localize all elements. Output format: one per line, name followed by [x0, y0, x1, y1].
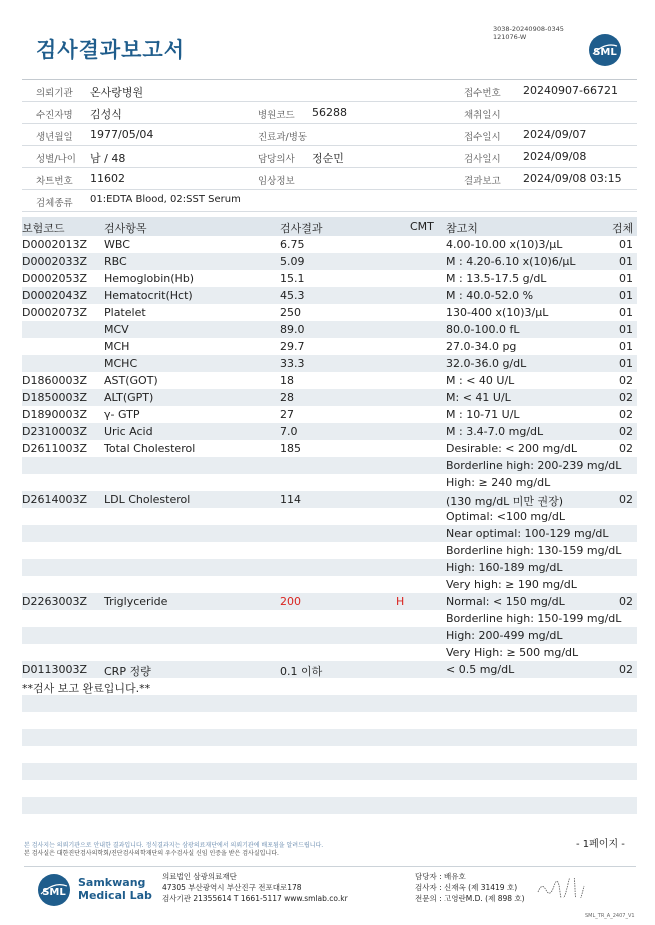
cell-specimen: 01	[619, 238, 633, 251]
sex-age-label: 성별/나이	[36, 154, 76, 165]
cell-insurance-code: D0113003Z	[22, 663, 87, 676]
cell-specimen: 01	[619, 306, 633, 319]
report-label: 결과보고	[464, 176, 501, 187]
info-row	[22, 146, 637, 168]
sml-logo-text: SML	[593, 47, 617, 58]
cell-test-item: ALT(GPT)	[104, 391, 154, 404]
cell-specimen: 02	[619, 408, 633, 421]
test-date-value: 2024/09/08	[523, 150, 587, 163]
cell-reference: 130-400 x(10)3/μL	[446, 306, 549, 319]
sml-footer-logo-text: SML	[42, 887, 66, 898]
table-row	[22, 389, 637, 406]
page-title: 검사결과보고서	[36, 38, 186, 62]
table-row	[22, 338, 637, 355]
table-row	[22, 372, 637, 389]
cell-result: 45.3	[280, 289, 305, 302]
cell-specimen: 02	[619, 442, 633, 455]
birth-label: 생년월일	[36, 132, 73, 143]
sml-logo-icon	[588, 33, 622, 67]
table-row	[22, 576, 637, 593]
cell-reference: M : 13.5-17.5 g/dL	[446, 272, 547, 285]
receipt-no-value: 20240907-66721	[523, 84, 618, 97]
info-row	[22, 124, 637, 146]
signature-icon	[535, 878, 605, 898]
header-cmt: CMT	[410, 220, 434, 233]
cell-specimen: 02	[619, 391, 633, 404]
table-row	[22, 593, 637, 610]
staff-line2: 검사자 : 신재옥 (제 31419 호)	[415, 883, 518, 892]
cell-insurance-code: D1850003Z	[22, 391, 87, 404]
table-row	[22, 525, 637, 542]
cell-insurance-code: **검사 보고 완료입니다.**	[22, 682, 151, 695]
cell-reference: Near optimal: 100-129 mg/dL	[446, 527, 609, 540]
org-address	[162, 871, 348, 904]
table-row	[22, 746, 637, 763]
header-reference: 참고치	[446, 222, 478, 235]
cell-specimen: 01	[619, 289, 633, 302]
table-row	[22, 678, 637, 695]
cell-insurance-code: D0002013Z	[22, 238, 87, 251]
specimen-value: 01:EDTA Blood, 02:SST Serum	[90, 194, 241, 205]
cell-test-item: MCH	[104, 340, 130, 353]
hospital-value: 온사랑병원	[90, 86, 144, 99]
doctor-value: 정순민	[312, 152, 344, 165]
info-row	[22, 190, 637, 212]
cell-test-item: MCHC	[104, 357, 138, 370]
org-name	[78, 876, 152, 902]
table-row	[22, 440, 637, 457]
cell-reference: Optimal: <100 mg/dL	[446, 510, 565, 523]
receipt-no-label: 접수번호	[464, 88, 501, 99]
cell-test-item: Hemoglobin(Hb)	[104, 272, 195, 285]
cell-reference: 32.0-36.0 g/dL	[446, 357, 527, 370]
doctor-label: 담당의사	[258, 154, 295, 165]
cell-reference: Very High: ≥ 500 mg/dL	[446, 646, 579, 659]
report-code	[493, 25, 564, 41]
table-row	[22, 644, 637, 661]
specimen-label: 검체종류	[36, 198, 73, 209]
cell-result: 5.09	[280, 255, 305, 268]
cell-reference: M : 4.20-6.10 x(10)6/μL	[446, 255, 576, 268]
cell-insurance-code: D0002043Z	[22, 289, 87, 302]
cell-result: 28	[280, 391, 294, 404]
cell-insurance-code: D1860003Z	[22, 374, 87, 387]
cell-specimen: 02	[619, 493, 633, 506]
cell-test-item: WBC	[104, 238, 130, 251]
table-row	[22, 559, 637, 576]
info-row	[22, 79, 637, 102]
cell-reference: 4.00-10.00 x(10)3/μL	[446, 238, 563, 251]
cell-result: 200	[280, 595, 301, 608]
sml-footer-logo-icon	[34, 873, 74, 907]
cell-specimen: 01	[619, 357, 633, 370]
cell-test-item: Uric Acid	[104, 425, 153, 438]
cell-result: 33.3	[280, 357, 305, 370]
chart-no-label: 차트번호	[36, 176, 73, 187]
header-result: 검사결과	[280, 222, 323, 235]
staff-line1: 담당자 : 배유호	[415, 872, 466, 881]
document-id: SML_TR_A_2407_V1	[585, 913, 635, 919]
info-row	[22, 168, 637, 190]
table-row	[22, 321, 637, 338]
table-row	[22, 508, 637, 525]
clinical-label: 임상정보	[258, 176, 295, 187]
cell-insurance-code: D0002073Z	[22, 306, 87, 319]
cell-test-item: LDL Cholesterol	[104, 493, 191, 506]
cell-result: 29.7	[280, 340, 305, 353]
cell-test-item: CRP 정량	[104, 665, 151, 678]
footer-notes	[24, 842, 444, 858]
page-number: - 1페이지 -	[576, 839, 625, 850]
cell-result: 15.1	[280, 272, 305, 285]
cell-result: 114	[280, 493, 301, 506]
cell-reference: High: 200-499 mg/dL	[446, 629, 563, 642]
results-table	[22, 217, 637, 831]
cell-result: 7.0	[280, 425, 298, 438]
cell-reference: (130 mg/dL 미만 권장)	[446, 495, 564, 508]
cell-reference: < 0.5 mg/dL	[446, 663, 515, 676]
cell-insurance-code: D2263003Z	[22, 595, 87, 608]
cell-reference: 27.0-34.0 pg	[446, 340, 517, 353]
table-row	[22, 304, 637, 321]
cell-reference: Normal: < 150 mg/dL	[446, 595, 565, 608]
cell-cmt: H	[396, 595, 405, 608]
cell-test-item: Triglyceride	[104, 595, 168, 608]
cell-result: 185	[280, 442, 301, 455]
cell-result: 6.75	[280, 238, 305, 251]
cell-insurance-code: D2614003Z	[22, 493, 87, 506]
cell-specimen: 02	[619, 425, 633, 438]
cell-test-item: Total Cholesterol	[104, 442, 196, 455]
patient-info	[22, 79, 637, 212]
table-row	[22, 712, 637, 729]
cell-test-item: γ- GTP	[104, 408, 140, 421]
table-row	[22, 627, 637, 644]
addr-line1: 의료법인 삼광의료재단	[162, 872, 237, 881]
table-row	[22, 729, 637, 746]
table-row	[22, 780, 637, 797]
receipt-date-label: 접수일시	[464, 132, 501, 143]
cell-insurance-code: D2310003Z	[22, 425, 87, 438]
table-header	[22, 217, 637, 236]
birth-value: 1977/05/04	[90, 128, 154, 141]
cell-reference: M : 40.0-52.0 %	[446, 289, 534, 302]
cell-test-item: MCV	[104, 323, 129, 336]
footer-note-1: 본 검사지는 의뢰기관으로 안내한 결과입니다. 정식결과지는 삼광의료재단에서 의뢰기관에 배포됨을 알려드립니다.	[24, 842, 324, 849]
cell-specimen: 02	[619, 374, 633, 387]
report-code-line2: 121076-W	[493, 33, 527, 41]
cell-insurance-code: D0002053Z	[22, 272, 87, 285]
cell-reference: M: < 41 U/L	[446, 391, 511, 404]
table-row	[22, 406, 637, 423]
staff-line3: 전문의 : 고영란M.D. (제 898 호)	[415, 894, 525, 903]
cell-specimen: 01	[619, 272, 633, 285]
table-body	[22, 236, 637, 831]
footer-note-2: 본 검사실은 대한진단검사의학회/진단검사의학재단의 우수검사실 신임 인증을 받은 검사실입니다.	[24, 850, 279, 857]
table-row	[22, 457, 637, 474]
hospital-code-label: 병원코드	[258, 110, 295, 121]
chart-no-value: 11602	[90, 172, 125, 185]
addr-line3: 검사기관 21355614 T 1661-5117 www.smlab.co.kr	[162, 894, 348, 903]
cell-reference: M : 3.4-7.0 mg/dL	[446, 425, 544, 438]
cell-specimen: 01	[619, 255, 633, 268]
cell-reference: Very high: ≥ 190 mg/dL	[446, 578, 577, 591]
table-row	[22, 661, 637, 678]
table-row	[22, 253, 637, 270]
header-insurance-code: 보험코드	[22, 222, 65, 235]
header-test-item: 검사항목	[104, 222, 147, 235]
table-row	[22, 695, 637, 712]
cell-reference: M : 10-71 U/L	[446, 408, 520, 421]
table-row	[22, 491, 637, 508]
cell-test-item: Platelet	[104, 306, 146, 319]
cell-test-item: AST(GOT)	[104, 374, 158, 387]
patient-value: 김성식	[90, 108, 122, 121]
cell-result: 0.1 이하	[280, 665, 323, 678]
cell-insurance-code: D2611003Z	[22, 442, 87, 455]
cell-reference: Borderline high: 130-159 mg/dL	[446, 544, 622, 557]
footer-divider	[24, 866, 636, 867]
cell-result: 89.0	[280, 323, 305, 336]
sex-age-value: 남 / 48	[90, 152, 126, 165]
test-date-label: 검사일시	[464, 154, 501, 165]
cell-reference: Borderline high: 150-199 mg/dL	[446, 612, 622, 625]
collect-date-label: 채취일시	[464, 110, 501, 121]
cell-specimen: 01	[619, 340, 633, 353]
cell-insurance-code: D0002033Z	[22, 255, 87, 268]
org-name-line2: Medical Lab	[78, 889, 152, 902]
info-row	[22, 102, 637, 124]
table-row	[22, 610, 637, 627]
cell-reference: M : < 40 U/L	[446, 374, 515, 387]
table-row	[22, 797, 637, 814]
hospital-code-value: 56288	[312, 106, 347, 119]
table-row	[22, 236, 637, 253]
table-row	[22, 423, 637, 440]
cell-reference: High: 160-189 mg/dL	[446, 561, 563, 574]
cell-result: 27	[280, 408, 294, 421]
table-row	[22, 814, 637, 831]
cell-result: 250	[280, 306, 301, 319]
report-value: 2024/09/08 03:15	[523, 172, 622, 185]
cell-insurance-code: D1890003Z	[22, 408, 87, 421]
table-row	[22, 355, 637, 372]
table-row	[22, 287, 637, 304]
org-name-line1: Samkwang	[78, 876, 146, 889]
table-row	[22, 270, 637, 287]
cell-reference: Borderline high: 200-239 mg/dL	[446, 459, 622, 472]
cell-reference: Desirable: < 200 mg/dL	[446, 442, 578, 455]
cell-specimen: 02	[619, 663, 633, 676]
cell-reference: 80.0-100.0 fL	[446, 323, 520, 336]
report-code-line1: 3038-20240908-0345	[493, 25, 564, 33]
cell-test-item: RBC	[104, 255, 127, 268]
dept-label: 진료과/병동	[258, 132, 308, 143]
staff-info	[415, 871, 525, 904]
table-row	[22, 474, 637, 491]
cell-specimen: 02	[619, 595, 633, 608]
addr-line2: 47305 부산광역시 부산진구 전포대로178	[162, 883, 302, 892]
cell-reference: High: ≥ 240 mg/dL	[446, 476, 551, 489]
cell-specimen: 01	[619, 323, 633, 336]
hospital-label: 의뢰기관	[36, 88, 73, 99]
patient-label: 수진자명	[36, 110, 73, 121]
table-row	[22, 542, 637, 559]
header-specimen: 검체	[612, 222, 634, 235]
receipt-date-value: 2024/09/07	[523, 128, 587, 141]
cell-test-item: Hematocrit(Hct)	[104, 289, 193, 302]
table-row	[22, 763, 637, 780]
cell-result: 18	[280, 374, 294, 387]
